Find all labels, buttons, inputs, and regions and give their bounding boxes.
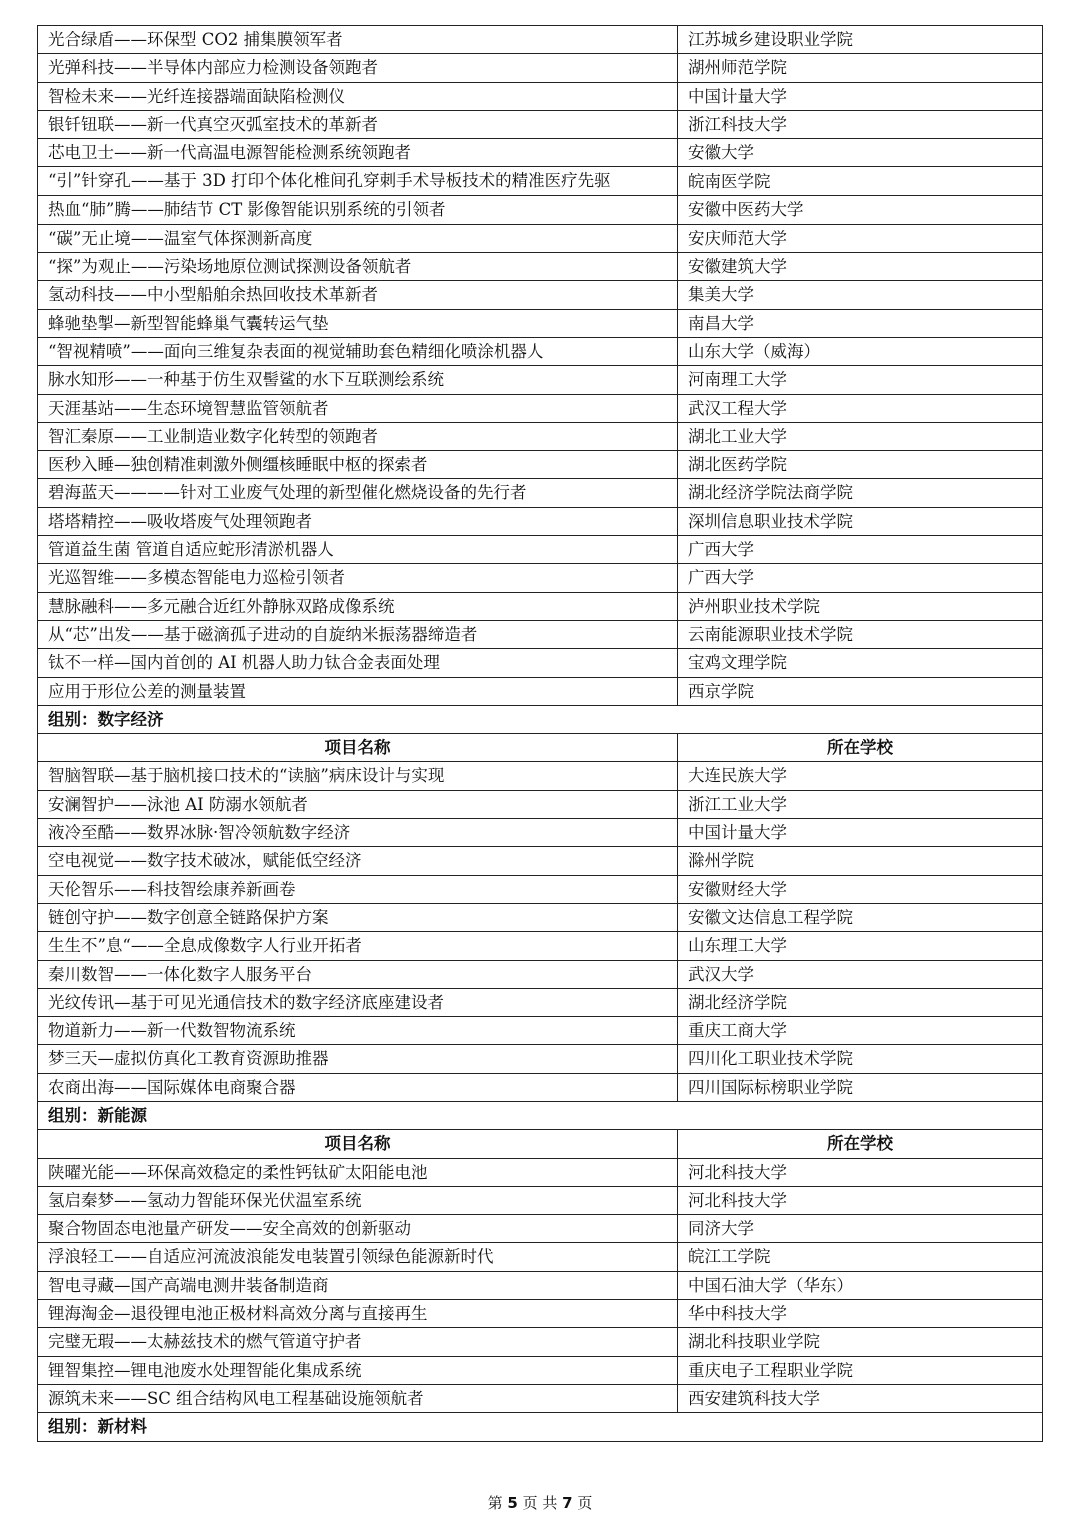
table-row	[38, 110, 1043, 138]
project-name-cell: 农商出海——国际媒体电商聚合器	[38, 1073, 678, 1101]
table-row	[38, 1215, 1043, 1243]
project-name-cell: 光合绿盾——环保型 CO2 捕集膜领军者	[38, 26, 678, 54]
table-row	[38, 451, 1043, 479]
table-row	[38, 536, 1043, 564]
table-row	[38, 762, 1043, 790]
project-name-cell: “引”针穿孔——基于 3D 打印个体化椎间孔穿刺手术导板技术的精准医疗先驱	[38, 167, 678, 196]
school-cell: 湖北工业大学	[678, 422, 1043, 450]
project-name-cell: 医秒入睡—独创精准刺激外侧缰核睡眠中枢的探索者	[38, 451, 678, 479]
school-cell: 湖北科技职业学院	[678, 1328, 1043, 1356]
table-row	[38, 1243, 1043, 1271]
table-row	[38, 1356, 1043, 1384]
project-name-cell: 生生不”息“——全息成像数字人行业开拓者	[38, 932, 678, 960]
project-name-cell: 天伦智乐——科技智绘康养新画卷	[38, 875, 678, 903]
table-row	[38, 988, 1043, 1016]
table-row	[38, 281, 1043, 309]
school-cell: 湖北经济学院法商学院	[678, 479, 1043, 507]
project-name-cell: 管道益生菌 管道自适应蛇形清淤机器人	[38, 536, 678, 564]
table-row	[38, 82, 1043, 110]
table-row	[38, 790, 1043, 818]
school-cell: 武汉大学	[678, 960, 1043, 988]
project-name-cell: 银钎钮联——新一代真空灭弧室技术的革新者	[38, 110, 678, 138]
school-cell: 安徽文达信息工程学院	[678, 903, 1043, 931]
table-row	[38, 1073, 1043, 1101]
project-name-cell: 浮浪轻工——自适应河流波浪能发电装置引领绿色能源新时代	[38, 1243, 678, 1271]
project-name-cell: 碧海蓝天————针对工业废气处理的新型催化燃烧设备的先行者	[38, 479, 678, 507]
project-name-cell: “智视精喷”——面向三维复杂表面的视觉辅助套色精细化喷涂机器人	[38, 337, 678, 365]
project-name-cell: 塔塔精控——吸收塔废气处理领跑者	[38, 507, 678, 535]
school-cell: 宝鸡文理学院	[678, 649, 1043, 677]
project-name-cell: 钛不一样—国内首创的 AI 机器人助力钛合金表面处理	[38, 649, 678, 677]
project-table	[37, 25, 1043, 1442]
table-row	[38, 1045, 1043, 1073]
school-cell: 浙江工业大学	[678, 790, 1043, 818]
school-cell: 山东理工大学	[678, 932, 1043, 960]
school-cell: 浙江科技大学	[678, 110, 1043, 138]
project-name-cell: 应用于形位公差的测量装置	[38, 677, 678, 705]
table-row	[38, 564, 1043, 592]
school-cell: 四川国际标榜职业学院	[678, 1073, 1043, 1101]
school-cell: 武汉工程大学	[678, 394, 1043, 422]
header-project-name: 项目名称	[38, 734, 678, 762]
project-name-cell: 智电寻藏—国产高端电测井装备制造商	[38, 1271, 678, 1299]
table-row	[38, 422, 1043, 450]
project-name-cell: 光弹科技——半导体内部应力检测设备领跑者	[38, 54, 678, 82]
project-name-cell: 蜂驰垫掣—新型智能蜂巢气囊转运气垫	[38, 309, 678, 337]
table-row	[38, 649, 1043, 677]
school-cell: 安庆师范大学	[678, 224, 1043, 252]
table-row	[38, 196, 1043, 224]
project-name-cell: 光纹传讯—基于可见光通信技术的数字经济底座建设者	[38, 988, 678, 1016]
table-row	[38, 1186, 1043, 1214]
project-name-cell: “探”为观止——污染场地原位测试探测设备领航者	[38, 253, 678, 281]
project-name-cell: 天涯基站——生态环境智慧监管领航者	[38, 394, 678, 422]
table-row	[38, 1384, 1043, 1412]
table-row	[38, 620, 1043, 648]
project-name-cell: 从“芯”出发——基于磁滴孤子进动的自旋纳米振荡器缔造者	[38, 620, 678, 648]
group-row	[38, 705, 1043, 733]
school-cell: 滁州学院	[678, 847, 1043, 875]
table-row	[38, 592, 1043, 620]
school-cell: 河北科技大学	[678, 1158, 1043, 1186]
school-cell: 华中科技大学	[678, 1300, 1043, 1328]
school-cell: 江苏城乡建设职业学院	[678, 26, 1043, 54]
table-row	[38, 903, 1043, 931]
school-cell: 山东大学（威海）	[678, 337, 1043, 365]
table-row	[38, 479, 1043, 507]
table-row	[38, 139, 1043, 167]
project-name-cell: 安澜智护——泳池 AI 防溺水领航者	[38, 790, 678, 818]
project-name-cell: 锂海淘金—退役锂电池正极材料高效分离与直接再生	[38, 1300, 678, 1328]
table-row	[38, 1017, 1043, 1045]
project-name-cell: 秦川数智——一体化数字人服务平台	[38, 960, 678, 988]
project-name-cell: 液冷至酷——数界冰脉·智冷领航数字经济	[38, 819, 678, 847]
table-row	[38, 26, 1043, 54]
project-table-body	[38, 26, 1043, 1442]
school-cell: 南昌大学	[678, 309, 1043, 337]
school-cell: 湖北医药学院	[678, 451, 1043, 479]
table-row	[38, 54, 1043, 82]
header-school: 所在学校	[678, 734, 1043, 762]
table-row	[38, 224, 1043, 252]
school-cell: 皖江工学院	[678, 1243, 1043, 1271]
school-cell: 河北科技大学	[678, 1186, 1043, 1214]
school-cell: 河南理工大学	[678, 366, 1043, 394]
school-cell: 集美大学	[678, 281, 1043, 309]
school-cell: 安徽财经大学	[678, 875, 1043, 903]
school-cell: 广西大学	[678, 536, 1043, 564]
header-project-name: 项目名称	[38, 1130, 678, 1158]
page-footer	[0, 1492, 1080, 1513]
project-name-cell: 空电视觉——数字技术破冰，赋能低空经济	[38, 847, 678, 875]
table-row	[38, 960, 1043, 988]
project-name-cell: 陕曜光能——环保高效稳定的柔性钙钛矿太阳能电池	[38, 1158, 678, 1186]
table-row	[38, 1300, 1043, 1328]
school-cell: 安徽大学	[678, 139, 1043, 167]
school-cell: 中国计量大学	[678, 82, 1043, 110]
school-cell: 中国计量大学	[678, 819, 1043, 847]
school-cell: 西安建筑科技大学	[678, 1384, 1043, 1412]
table-row	[38, 309, 1043, 337]
project-name-cell: 氢启秦梦——氢动力智能环保光伏温室系统	[38, 1186, 678, 1214]
group-label: 组别：新能源	[38, 1101, 1043, 1129]
group-row	[38, 1101, 1043, 1129]
table-row	[38, 677, 1043, 705]
project-name-cell: 聚合物固态电池量产研发——安全高效的创新驱动	[38, 1215, 678, 1243]
footer-suffix: 页	[577, 1494, 593, 1512]
school-cell: 同济大学	[678, 1215, 1043, 1243]
group-label: 组别：数字经济	[38, 705, 1043, 733]
project-name-cell: 物道新力——新一代数智物流系统	[38, 1017, 678, 1045]
project-name-cell: 脉水知形——一种基于仿生双髻鲨的水下互联测绘系统	[38, 366, 678, 394]
table-row	[38, 1271, 1043, 1299]
table-row	[38, 847, 1043, 875]
footer-total-pages: 7	[562, 1494, 573, 1512]
school-cell: 重庆电子工程职业学院	[678, 1356, 1043, 1384]
school-cell: 湖北经济学院	[678, 988, 1043, 1016]
table-header-row	[38, 734, 1043, 762]
school-cell: 云南能源职业技术学院	[678, 620, 1043, 648]
project-name-cell: 智汇秦原——工业制造业数字化转型的领跑者	[38, 422, 678, 450]
project-name-cell: 智检未来——光纤连接器端面缺陷检测仪	[38, 82, 678, 110]
table-header-row	[38, 1130, 1043, 1158]
project-name-cell: 完璧无瑕——太赫兹技术的燃气管道守护者	[38, 1328, 678, 1356]
project-name-cell: 芯电卫士——新一代高温电源智能检测系统领跑者	[38, 139, 678, 167]
project-name-cell: 链创守护——数字创意全链路保护方案	[38, 903, 678, 931]
group-row	[38, 1413, 1043, 1441]
project-name-cell: 光巡智维——多模态智能电力巡检引领者	[38, 564, 678, 592]
school-cell: 深圳信息职业技术学院	[678, 507, 1043, 535]
school-cell: 安徽中医药大学	[678, 196, 1043, 224]
project-name-cell: 热血“肺”腾——肺结节 CT 影像智能识别系统的引领者	[38, 196, 678, 224]
project-name-cell: 智脑智联—基于脑机接口技术的“读脑”病床设计与实现	[38, 762, 678, 790]
school-cell: 湖州师范学院	[678, 54, 1043, 82]
table-row	[38, 366, 1043, 394]
table-row	[38, 1328, 1043, 1356]
project-name-cell: 锂智集控—锂电池废水处理智能化集成系统	[38, 1356, 678, 1384]
project-name-cell: 氢动科技——中小型船舶余热回收技术革新者	[38, 281, 678, 309]
footer-prefix: 第	[487, 1494, 503, 1512]
project-name-cell: “碳”无止境——温室气体探测新高度	[38, 224, 678, 252]
school-cell: 四川化工职业技术学院	[678, 1045, 1043, 1073]
footer-page-number: 5	[507, 1494, 518, 1512]
footer-middle: 页 共	[522, 1494, 558, 1512]
school-cell: 重庆工商大学	[678, 1017, 1043, 1045]
project-name-cell: 源筑未来——SC 组合结构风电工程基础设施领航者	[38, 1384, 678, 1412]
table-row	[38, 507, 1043, 535]
school-cell: 西京学院	[678, 677, 1043, 705]
table-row	[38, 337, 1043, 365]
table-row	[38, 253, 1043, 281]
table-row	[38, 167, 1043, 196]
table-row	[38, 875, 1043, 903]
school-cell: 泸州职业技术学院	[678, 592, 1043, 620]
group-label: 组别：新材料	[38, 1413, 1043, 1441]
school-cell: 大连民族大学	[678, 762, 1043, 790]
table-row	[38, 819, 1043, 847]
table-row	[38, 932, 1043, 960]
school-cell: 广西大学	[678, 564, 1043, 592]
header-school: 所在学校	[678, 1130, 1043, 1158]
table-row	[38, 394, 1043, 422]
school-cell: 皖南医学院	[678, 167, 1043, 196]
table-row	[38, 1158, 1043, 1186]
school-cell: 中国石油大学（华东）	[678, 1271, 1043, 1299]
school-cell: 安徽建筑大学	[678, 253, 1043, 281]
project-name-cell: 慧脉融科——多元融合近红外静脉双路成像系统	[38, 592, 678, 620]
project-name-cell: 梦三天—虚拟仿真化工教育资源助推器	[38, 1045, 678, 1073]
